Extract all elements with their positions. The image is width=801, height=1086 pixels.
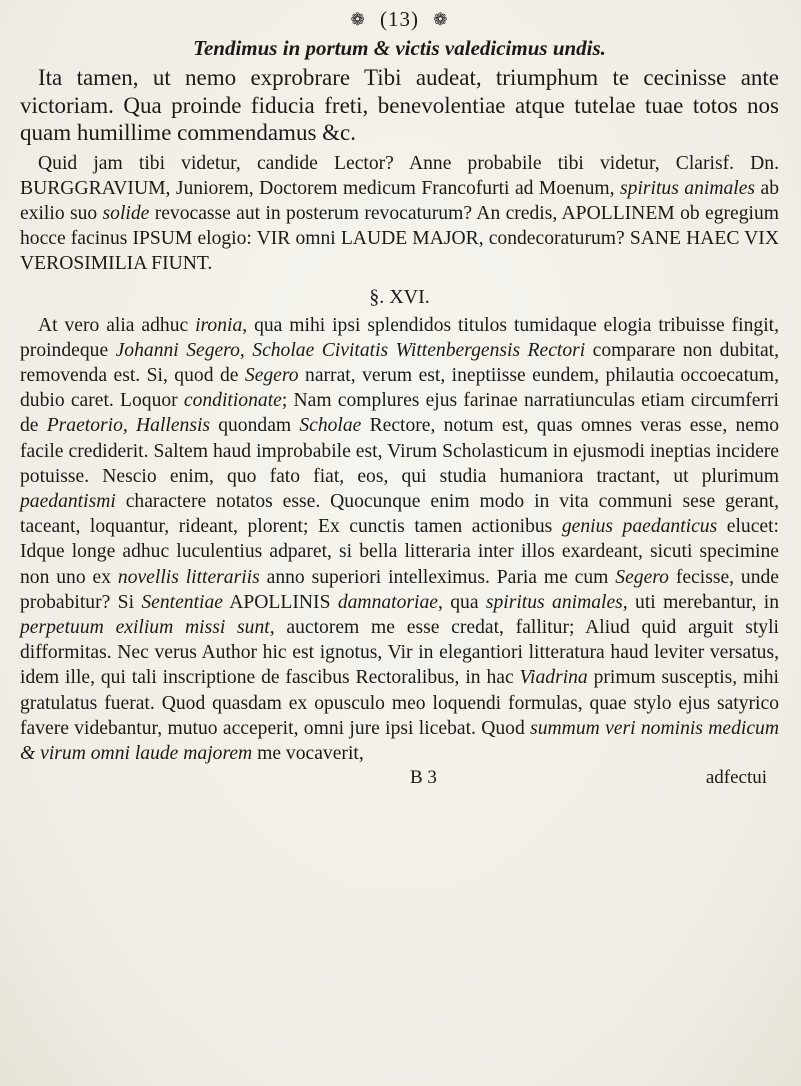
italic-text: spiritus animales — [620, 177, 756, 199]
paragraph-3 — [20, 313, 779, 767]
page-header — [20, 6, 779, 32]
page-number: (13) — [380, 7, 419, 31]
text-run: elucet: Idque longe adhuc luculentius adparet, si bella litteraria inter illos exardeant, sicuti specimine non uno ex — [20, 516, 779, 588]
text-run: At vero alia adhuc — [38, 314, 196, 336]
text-run: me vocaverit, — [252, 742, 364, 764]
italic-text: Johanni Segero — [115, 339, 240, 361]
paragraph-1: Ita tamen, ut nemo exprobrare Tibi audeat, triumphum te cecinisse ante victoriam. Qua proinde fiducia freti, benevolentiae atque tutelae tuae totos nos quam humillime commendamus &c. — [20, 65, 779, 145]
italic-text: genius paedanticus — [561, 516, 718, 538]
catchword: adfectui — [705, 767, 767, 789]
text-run: ab exilio suo — [20, 177, 779, 224]
italic-text: novellis litterariis — [117, 566, 260, 588]
text-run: fecisse, unde probabitur? Si — [20, 566, 780, 613]
italic-text: Viadrina — [519, 667, 588, 689]
text-run: , qua mihi ipsi splendidos titulos tumidaque elogia tribuisse fingit, proindeque — [20, 314, 779, 361]
ornament-right-icon: ❁ — [433, 10, 449, 29]
text-run: primum susceptis, mihi gratulatus fuerat. Quod quasdam ex opusculo meo loquendi formulas, quae stylo ejus satyrico favere videbantur, mutuo acceperit, omni jure ipsi licebat. Quod — [20, 667, 779, 739]
italic-text: perpetuum exilium missi sunt — [20, 616, 270, 638]
italic-text: Sententiae — [141, 591, 223, 613]
italic-text: Praetorio, Hallensis — [46, 415, 211, 437]
text-run: ; Nam complures ejus farinae narratiunculas etiam circumferri de — [20, 390, 779, 437]
italic-text: Scholae — [299, 415, 362, 437]
italic-text: spiritus animales — [485, 591, 623, 613]
italic-text: solide — [102, 202, 150, 224]
section-heading: §. XVI. — [369, 285, 430, 308]
running-title: Tendimus in portum & victis valedicimus undis. — [193, 36, 606, 60]
text-run: , qua — [437, 591, 486, 613]
text-run: , — [239, 339, 253, 361]
italic-text: damnatoriae — [337, 591, 438, 613]
text-run: APOLLINIS — [222, 591, 338, 613]
text-run: revocasse aut in posterum revocaturum? An credis, APOLLINEM ob egregium hocce facinus IPSUM elogio: VIR omni LAUDE MAJOR, condecoraturum? SANE HAEC VIX VEROSIMILIA FIUNT. — [20, 202, 779, 275]
italic-text: Scholae Civitatis Wittenbergensis Rectori — [252, 339, 586, 361]
italic-text: Segero — [615, 566, 669, 588]
text-run: narrat, verum est, ineptiisse eundem, philautia occoecatum, dubio caret. Loquor — [20, 364, 779, 412]
text-run: charactere notatos esse. Quocunque enim modo in vita communi sese gerant, taceant, loquantur, rideant, plorent; Ex cunctis tamen actionibus — [20, 490, 779, 538]
text-run: , auctorem me esse credat, fallitur; Aliud quid arguit styli difformitas. Nec verus Author hic est ignotus, Vir in elegantiori litteratura haud leviter versatus, idem ille, qui tali inscriptione de fascibus Rectoralibus, in hac — [20, 616, 779, 689]
italic-text: Segero — [244, 364, 299, 386]
text-run: comparare non dubitat, removenda est. Si, quod de — [20, 339, 779, 386]
italic-text: ironia — [195, 314, 243, 336]
text-run: anno superiori intelleximus. Paria me cum — [259, 566, 616, 588]
text-run: quondam — [210, 415, 300, 437]
page-footer — [20, 766, 779, 790]
paragraph-2 — [20, 151, 779, 277]
signature-mark: B 3 — [410, 767, 437, 789]
text-run: , uti merebantur, in — [622, 591, 779, 613]
italic-text: summum veri nominis medicum & virum omni laude majorem — [20, 717, 779, 764]
italic-text: conditionate — [183, 390, 282, 412]
text-run: Quid jam tibi videtur, candide Lector? Anne probabile tibi videtur, Clarisf. Dn. BURGGRAVIUM, Juniorem, Doctorem medicum Francofurti ad Moenum, — [20, 152, 779, 199]
text-run: Rectore, notum est, quas omnes veras esse, nemo facile crediderit. Saltem haud improbabile est, Virum Scholasticum in ejusmodi ineptias incidere potuisse. Nescio enim, quo fato fiat, eos, qui studia humaniora tractant, ut plurimum — [20, 415, 780, 487]
ornament-left-icon: ❁ — [350, 10, 366, 29]
italic-text: paedantismi — [20, 490, 116, 512]
